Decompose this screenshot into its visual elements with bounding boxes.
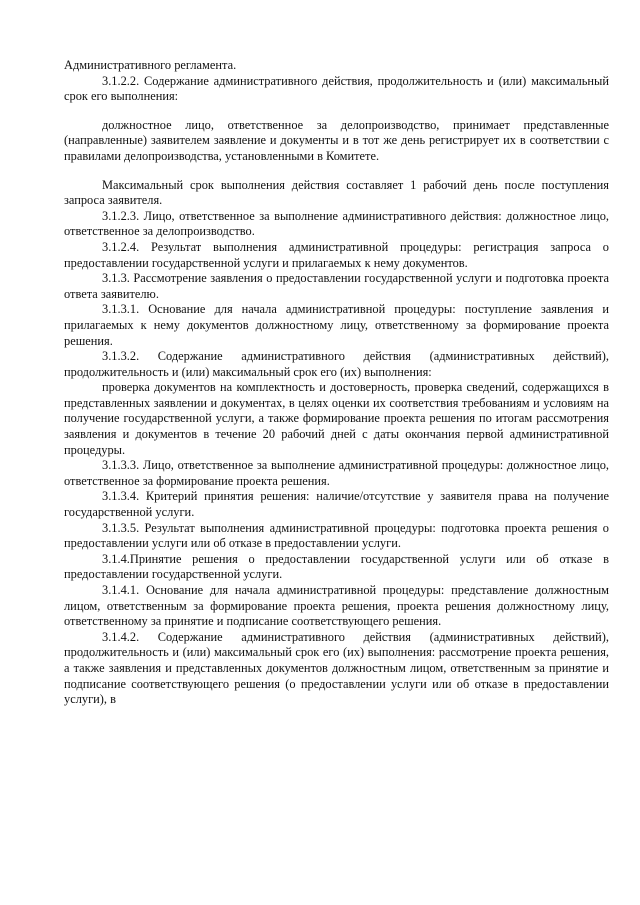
paragraph-3-1-4-1: 3.1.4.1. Основание для начала административной процедуры: представление должностным лицом, ответственным за формирование проекта решения, проекта решения должностному лицу, ответственному за принятие и подписание соответствующего решения. [64, 583, 609, 629]
paragraph-max-term: Максимальный срок выполнения действия составляет 1 рабочий день после поступления запроса заявителя. [64, 177, 609, 208]
paragraph-3-1-4-2: 3.1.4.2. Содержание административного действия (административных действий), продолжительность и (или) максимальный срок его (их) выполнения: рассмотрение проекта решения, а также заявления и представленных документов должностным лицом, ответственным за принятие и подписание соответствующего решения (о предоставлении услуги или об отказе в предоставлении услуги), в [64, 629, 609, 707]
document-page [64, 58, 609, 708]
paragraph-3-1-3-5: 3.1.3.5. Результат выполнения административной процедуры: подготовка проекта решения о предоставлении услуги или об отказе в предоставлении услуги. [64, 520, 609, 551]
paragraph-3-1-2-3: 3.1.2.3. Лицо, ответственное за выполнение административного действия: должностное лицо, ответственное за делопроизводство. [64, 208, 609, 239]
paragraph-3-1-2-4: 3.1.2.4. Результат выполнения административной процедуры: регистрация запроса о предоставлении государственной услуги и прилагаемых к нему документов. [64, 239, 609, 270]
paragraph-intro: Административного регламента. [64, 58, 237, 72]
paragraph-3-1-2-2: 3.1.2.2. Содержание административного действия, продолжительность и (или) максимальный срок его выполнения: [64, 73, 609, 104]
paragraph-3-1-3-2: 3.1.3.2. Содержание административного действия (административных действий), продолжительность и (или) максимальный срок его (их) выполнения: [64, 349, 609, 379]
paragraph-3-1-3-1: 3.1.3.1. Основание для начала административной процедуры: поступление заявления и прилагаемых к нему документов должностному лицу, ответственному за формирование проекта решения. [64, 302, 609, 348]
paragraph-document-check: проверка документов на комплектность и достоверность, проверка сведений, содержащихся в представленных заявлении и документах, в целях оценки их соответствия требованиям и условиям на получение государственной услуги, а также формирование проекта решения по итогам рассмотрения заявления и документов в течение 20 рабочий дней с даты окончания первой административной процедуры. [64, 380, 609, 457]
paragraph-registration: должностное лицо, ответственное за делопроизводство, принимает представленные (направленные) заявителем заявление и документы и в тот же день регистрирует их в соответствии с правилами делопроизводства, установленными в Комитете. [64, 117, 609, 163]
paragraph-3-1-3-3: 3.1.3.3. Лицо, ответственное за выполнение административной процедуры: должностное лицо, ответственное за формирование проекта решения. [64, 458, 609, 488]
paragraph-3-1-3-4: 3.1.3.4. Критерий принятия решения: наличие/отсутствие у заявителя права на получение государственной услуги. [64, 489, 609, 520]
paragraph-3-1-4: 3.1.4.Принятие решения о предоставлении государственной услуги или об отказе в предоставлении государственной услуги. [64, 551, 609, 582]
paragraph-3-1-3: 3.1.3. Рассмотрение заявления о предоставлении государственной услуги и подготовка проекта ответа заявителю. [64, 271, 609, 301]
